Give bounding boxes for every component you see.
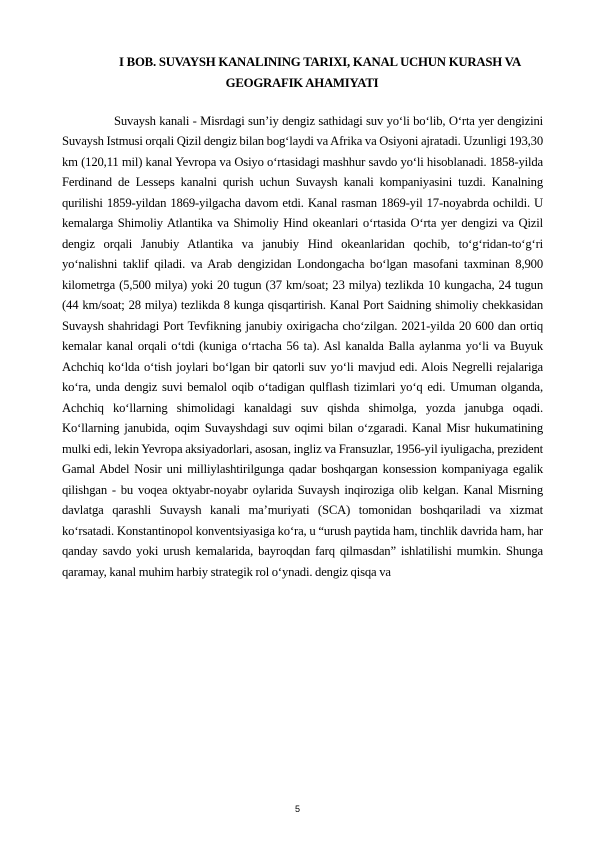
body-paragraph: Suvaysh kanali - Misrdagi sun’iy dengiz sathidagi suv yo‘li bo‘lib, O‘rta yer dengizini Suvaysh Istmusi orqali Qizil dengiz bilan bog‘laydi va Afrika va Osiyoni ajratadi. Uzunligi 193,30 km (120,11 mil) kanal Yevropa va Osiyo o‘rtasidagi mashhur savdo yo‘li hisoblanadi. 1858-yilda Ferdinand de Lesseps kanalni qurish uchun Suvaysh kanali kompaniyasini tuzdi. Kanalning qurilishi 1859-yildan 1869-yilgacha davom etdi. Kanal rasman 1869-yil 17-noyabrda ochildi. U kemalarga Shimoliy Atlantika va Shimoliy Hind okeanlari o‘rtasida O‘rta yer dengizi va Qizil dengiz orqali Janubiy Atlantika va janubiy Hind okeanlaridan qochib, to‘g‘ridan-to‘g‘ri yo‘nalishni taklif qiladi. va Arab dengizidan Londongacha bo‘lgan masofani taxminan 8,900 kilometrga (5,500 milya) yoki 20 tugun (37 km/soat; 23 milya) tezlikda 10 kungacha, 24 tugun (44 km/soat; 28 milya) tezlikda 8 kunga qisqartirish. Kanal Port Saidning shimoliy chekkasidan Suvaysh shahridagi Port Tevfikning janubiy oxirigacha cho‘zilgan. 2021-yilda 20 600 dan ortiq kemalar kanal orqali o‘tdi (kuniga o‘rtacha 56 ta). Asl kanalda Balla aylanma yo‘li va Buyuk Achchiq ko‘lda o‘tish joylari bo‘lgan bir qatorli suv yo‘li mavjud edi. Alois Negrelli rejalariga ko‘ra, unda dengiz suvi bemalol oqib o‘tadigan qulflash tizimlari yo‘q edi. Umuman olganda, Achchiq ko‘llarning shimolidagi kanaldagi suv qishda shimolga, yozda janubga oqadi. Ko‘llarning janubida, oqim Suvayshdagi suv oqimi bilan o‘zgaradi. Kanal Misr hukumatining mulki edi, lekin Yevropa aksiyadorlari, asosan, ingliz va Fransuzlar, 1956-yil iyuligacha, prezident Gamal Abdel Nosir uni milliylashtirilgunga qadar boshqargan konsession kompaniyaga egalik qilishgan - bu voqea oktyabr-noyabr oylarida Suvaysh inqiroziga olib kelgan. Kanal Misrning davlatga qarashli Suvaysh kanali ma’muriyati (SCA) tomonidan boshqariladi va xizmat ko‘rsatadi. Konstantinopol konventsiyasiga ko‘ra, u “urush paytida ham, tinchlik davrida ham, har qanday savdo yoki urush kemalarida, bayroqdan farq qilmasdan” ishlatilishi mumkin. Shunga qaramay, kanal muhim harbiy strategik rol o‘ynadi. dengiz qisqa va	[62, 114, 543, 579]
chapter-heading: I BOB. SUVAYSH KANALINING TARIXI, KANAL UCHUN KURASH VA GEOGRAFIK AHAMIYATI	[118, 55, 521, 90]
page-number: 5	[294, 804, 300, 814]
